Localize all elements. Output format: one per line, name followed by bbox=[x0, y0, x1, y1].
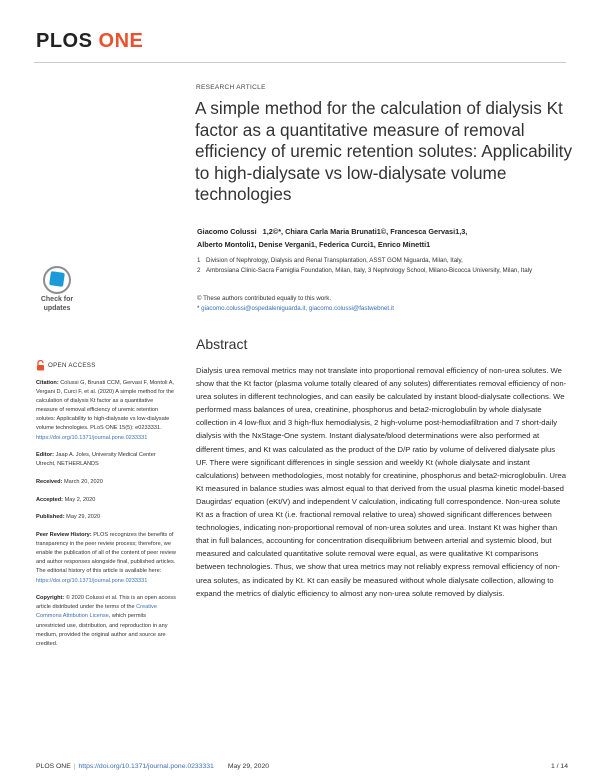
journal-logo-plos: PLOS bbox=[36, 30, 93, 52]
check-updates-label: Check for updates bbox=[40, 296, 74, 312]
journal-logo-one: ONE bbox=[98, 30, 144, 52]
bookmark-icon bbox=[49, 271, 65, 287]
open-access-badge: OPEN ACCESS bbox=[36, 360, 176, 371]
affiliations bbox=[197, 256, 567, 276]
email-link[interactable]: giacomo.colussi@ospedaleniguarda.it, giacomo.colussi@fastwebnet.it bbox=[201, 305, 394, 312]
author-notes bbox=[197, 294, 567, 314]
article-metadata-sidebar bbox=[36, 360, 176, 657]
affiliation-item: 2 Ambrosiana Clinic-Sacra Famiglia Foundation, Milan, Italy, 3 Nephrology School, Milano-Bicocca University, Milan, Italy bbox=[197, 267, 533, 274]
page-number: 1 / 14 bbox=[550, 763, 568, 770]
corresponding-email: * giacomo.colussi@ospedaleniguarda.it, giacomo.colussi@fastwebnet.it bbox=[197, 305, 394, 312]
author-line-2: Alberto Montoli1, Denise Vergani1, Federica Curci1, Enrico Minetti1 bbox=[197, 239, 431, 249]
affiliation-item: 1 Division of Nephrology, Dialysis and Renal Transplantation, ASST GOM Niguarda, Milan, Italy, bbox=[197, 257, 463, 264]
author-line-1: Giacomo Colussi 1,2©*, Chiara Carla Maria Brunati1©, Francesca Gervasi1,3, bbox=[197, 227, 468, 236]
footer-journal: PLOS ONE bbox=[36, 763, 71, 770]
footer-doi-link[interactable]: https://doi.org/10.1371/journal.pone.0233331 bbox=[78, 763, 214, 770]
equal-contribution-note: © These authors contributed equally to this work. bbox=[197, 295, 332, 302]
author-list bbox=[197, 226, 567, 251]
journal-logo[interactable] bbox=[36, 30, 143, 53]
accepted-block: Accepted: May 2, 2020 bbox=[36, 496, 96, 503]
abstract-heading: Abstract bbox=[196, 336, 248, 352]
peer-review-doi-link[interactable]: https://doi.org/10.1371/journal.pone.0233331 bbox=[36, 577, 148, 584]
published-block: Published: May 29, 2020 bbox=[36, 514, 101, 521]
copyright-block: Copyright: © 2020 Colussi et al. This is an open access article distributed under the terms of the Creative Commons Attribution License, which permits unrestricted use, distribution, and reproduction in any medium, provided the original author and source are credited. bbox=[36, 595, 176, 647]
header-divider bbox=[34, 62, 566, 63]
citation-doi-link[interactable]: https://doi.org/10.1371/journal.pone.0233331 bbox=[36, 434, 148, 441]
license-link[interactable]: Creative Commons Attribution License bbox=[36, 604, 157, 620]
article-type: RESEARCH ARTICLE bbox=[196, 84, 266, 91]
article-title: A simple method for the calculation of dialysis Kt factor as a quantitative measure of removal efficiency of uremic retention solutes: Applicability to high-dialysate vs low-dialysate volume technologies bbox=[195, 98, 573, 204]
peer-review-block: Peer Review History: PLOS recognizes the benefits of transparency in the peer review process; therefore, we enable the publication of all of the content of peer review and author responses alongside final, published articles. The editorial history of this article is available here: https://doi.org/10.1371/journal.pone.0233331 bbox=[36, 532, 176, 584]
received-block: Received: March 20, 2020 bbox=[36, 479, 103, 486]
page-footer: PLOS ONE | https://doi.org/10.1371/journal.pone.0233331 May 29, 2020 1 / 14 bbox=[36, 763, 568, 770]
check-for-updates-badge[interactable] bbox=[37, 266, 77, 320]
abstract-text: Dialysis urea removal metrics may not translate into proportional removal efficiency of non-urea solutes. We show that the Kt factor (plasma volume totally cleared of any solutes) differentiates removal efficiency of non-urea solutes in different technologies, and can easily be calculated by instant blood-dialysate collections. We performed mass balances of urea, creatinine, phosphorus and beta2-microglobulin by whole dialysate collection in 4 low-flux and 3 high-flux hemodialysis, 2 high-volume post-hemodiafiltration and 7 short-daily dialysis with the NxStage-One system. Instant dialysate/blood determinations were also performed at different times, and Kt was calculated as the product of the D/P ratio by volume of delivered dialysate plus UF. There were significant differences in single session and weekly Kt (whole dialysate and instant calculations) between methodologies, most notably for creatinine, phosphorus and beta2-microglobulin. Urea Kt measured in balance studies was almost equal to that derived from the usual plasma kinetic model-based Daugirdas' equation (eKt/V) and independent V calculation, indicating full correspondence. Non-urea solute Kt as a fraction of urea Kt (i.e. fractional removal relative to urea) showed significant differences between technologies, indicating non-proportional removal of non-urea solutes and urea. Instant Kt was higher than that in full balances, accounting for concentration disequilibrium between arterial and systemic blood, but measured and calculated quantitative solute removal were equal, as were qualitative Kt comparisons between technologies. Thus, we show that urea metrics may not reliably express removal efficiency of non-urea solutes, as indicated by Kt. Kt can easily be measured without whole dialysate collection, allowing to expand the metrics of dialytic efficiency to almost any non-urea solute removed by dialysis. bbox=[196, 366, 567, 598]
open-lock-icon bbox=[36, 360, 45, 371]
footer-date: May 29, 2020 bbox=[227, 763, 270, 770]
citation-block: Citation: Colussi G, Brunati CCM, Gervasi F, Montoli A, Vergani D, Curci F, et al. (2020) A simple method for the calculation of dialysis Kt factor as a quantitative measure of removal efficiency of uremic retention solutes: Applicability to high-dialysate vs low-dialysate volume technologies. PLoS ONE 15(5): e0233331. https://doi.org/10.1371/journal.pone.0233331 bbox=[36, 380, 175, 441]
editor-block: Editor: Jaap A. Joles, University Medical Center Utrecht, NETHERLANDS bbox=[36, 452, 156, 468]
